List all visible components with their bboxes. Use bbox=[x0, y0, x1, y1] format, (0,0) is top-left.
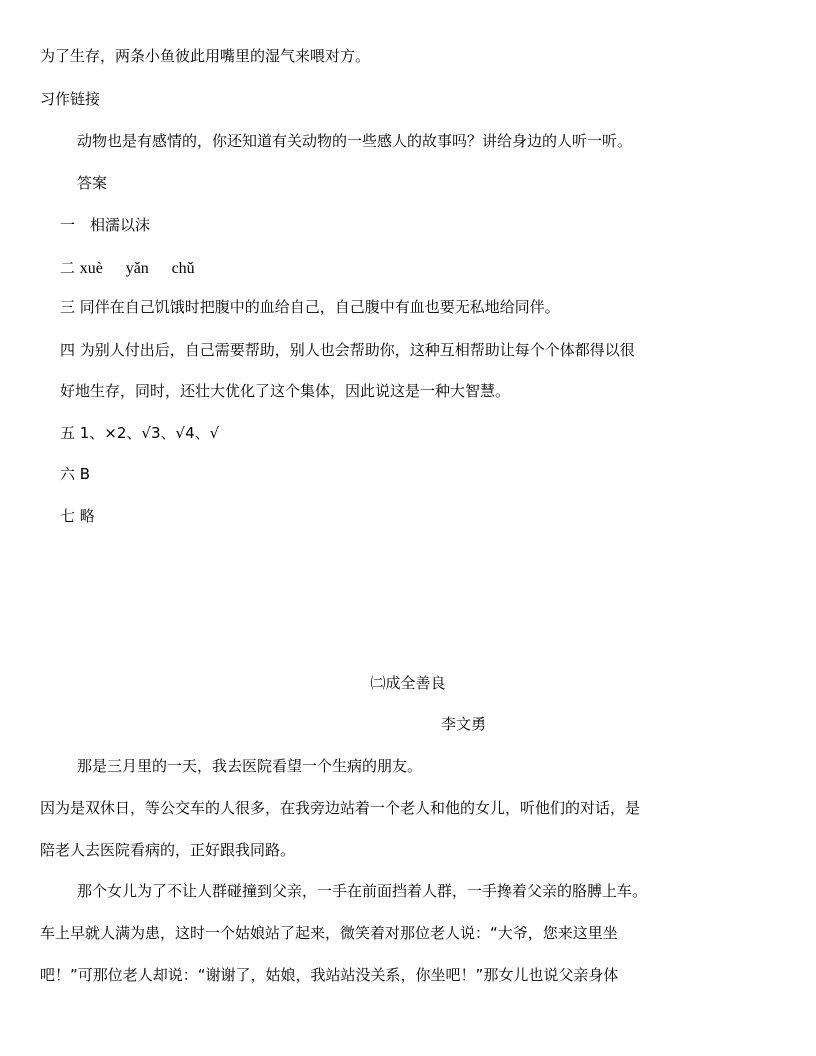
paragraph-line: 那是三月里的一天，我去医院看望一个生病的朋友。 bbox=[77, 757, 423, 775]
answer-7: 七 略 bbox=[60, 507, 95, 525]
paragraph-line: 动物也是有感情的，你还知道有关动物的一些感人的故事吗？讲给身边的人听一听。 bbox=[77, 132, 633, 150]
answer-6: 六 B bbox=[60, 465, 91, 483]
paragraph-line: 陪老人去医院看病的，正好跟我同路。 bbox=[40, 841, 296, 859]
answer-1: 一 相濡以沫 bbox=[60, 216, 151, 234]
answer-2-number: 二 bbox=[60, 259, 76, 277]
pinyin-1: xuè bbox=[79, 260, 103, 277]
story-author: 李文勇 bbox=[441, 715, 487, 733]
answer-5: 五 1、×2、√3、√4、√ bbox=[60, 424, 220, 442]
paragraph-line: 车上早就人满为患，这时一个姑娘站了起来，微笑着对那位老人说：“大爷，您来这里坐 bbox=[40, 924, 618, 942]
paragraph-line: 因为是双休日，等公交车的人很多，在我旁边站着一个老人和他的女儿，听他们的对话，是 bbox=[40, 799, 641, 817]
answer-2 bbox=[60, 258, 195, 279]
pinyin-3: chǔ bbox=[171, 260, 195, 277]
pinyin-2: yǎn bbox=[125, 260, 149, 277]
answer-4-line-1: 四 为别人付出后，自己需要帮助，别人也会帮助你，这种互相帮助让每个个体都得以很 bbox=[60, 341, 635, 359]
story-title: ㈡成全善良 bbox=[370, 674, 446, 692]
section-heading: 习作链接 bbox=[40, 90, 101, 108]
answer-3: 三 同伴在自己饥饿时把腹中的血给自己，自己腹中有血也要无私地给同伴。 bbox=[60, 298, 560, 316]
text-line: 为了生存，两条小鱼彼此用嘴里的湿气来喂对方。 bbox=[40, 47, 371, 65]
paragraph-line: 那个女儿为了不让人群碰撞到父亲，一手在前面挡着人群，一手搀着父亲的胳膊上车。 bbox=[77, 882, 648, 900]
answer-heading: 答案 bbox=[77, 174, 108, 192]
answer-4-line-2: 好地生存，同时，还壮大优化了这个集体，因此说这是一种大智慧。 bbox=[60, 382, 511, 400]
paragraph-line: 吧！”可那位老人却说：“谢谢了，姑娘，我站站没关系，你坐吧！”那女儿也说父亲身体 bbox=[40, 966, 619, 984]
